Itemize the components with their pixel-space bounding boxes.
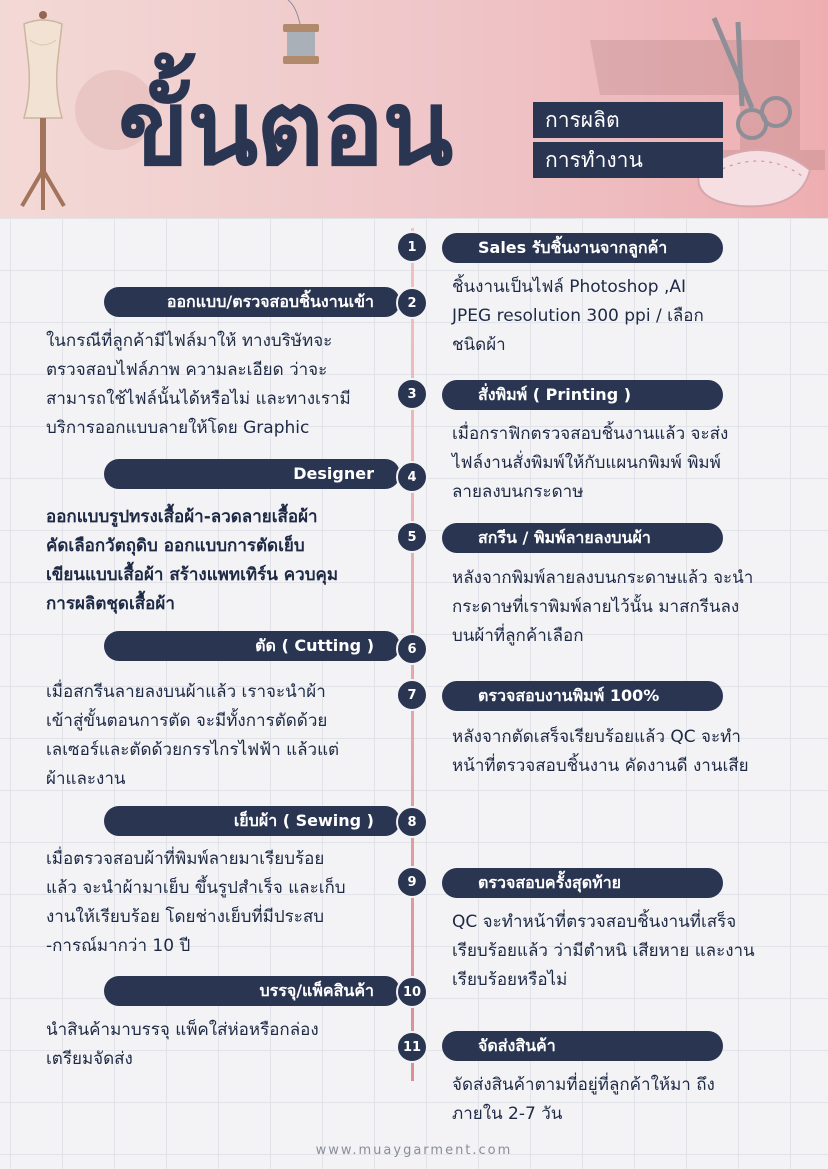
website-footer: www.muaygarment.com <box>315 1143 513 1158</box>
step-4-title: Designer <box>104 459 400 489</box>
step-1-title: Sales รับชิ้นงานจากลูกค้า <box>442 233 723 263</box>
header-banner <box>0 0 828 218</box>
step-2-title: ออกแบบ/ตรวจสอบชิ้นงานเข้า <box>104 287 400 317</box>
step-2-number: 2 <box>396 287 428 319</box>
step-9-description: QC จะทำหน้าที่ตรวจสอบชิ้นงานที่เสร็จ เรียบร้อยแล้ว ว่ามีตำหนิ เสียหาย และงาน เรียบร้อยหรือไม่ <box>452 912 755 990</box>
step-9-number: 9 <box>396 866 428 898</box>
step-11-description: จัดส่งสินค้าตามที่อยู่ที่ลูกค้าให้มา ถึง ภายใน 2-7 วัน <box>452 1075 715 1124</box>
step-1-number: 1 <box>396 231 428 263</box>
step-8-number: 8 <box>396 806 428 838</box>
subtitle-work: การทำงาน <box>533 142 723 178</box>
step-9-title: ตรวจสอบครั้งสุดท้าย <box>442 868 723 898</box>
step-3-number: 3 <box>396 378 428 410</box>
thread-spool-icon <box>283 0 319 64</box>
step-6-title: ตัด ( Cutting ) <box>104 631 400 661</box>
step-4-number: 4 <box>396 461 428 493</box>
step-11-number: 11 <box>396 1031 428 1063</box>
step-11-title: จัดส่งสินค้า <box>442 1031 723 1061</box>
step-7-description: หลังจากตัดเสร็จเรียบร้อยแล้ว QC จะทำ หน้าที่ตรวจสอบชิ้นงาน คัดงานดี งานเสีย <box>452 727 749 776</box>
step-6-description: เมื่อสกรีนลายลงบนผ้าแล้ว เราจะนำผ้า เข้าสู่ขั้นตอนการตัด จะมีทั้งการตัดด้วย เลเซอร์และตัดด้วยกรรไกรไฟฟ้า แล้วแต่ ผ้าและงาน <box>46 682 340 789</box>
step-5-number: 5 <box>396 521 428 553</box>
step-10-title: บรรจุ/แพ็คสินค้า <box>104 976 400 1006</box>
step-7-title: ตรวจสอบงานพิมพ์ 100% <box>442 681 723 711</box>
dress-form-icon <box>22 11 64 210</box>
step-2-description: ในกรณีที่ลูกค้ามีไฟล์มาให้ ทางบริษัทจะ ตรวจสอบไฟล์ภาพ ความละเอียด ว่าจะ สามารถใช้ไฟล์นั้นได้หรือไม่ และทางเรามี บริการออกแบบลายให้โดย Graphic <box>46 331 351 438</box>
step-5-description: หลังจากพิมพ์ลายลงบนกระดาษแล้ว จะนำ กระดาษที่เราพิมพ์ลายไว้นั้น มาสกรีนลง บนผ้าที่ลูกค้าเลือก <box>452 568 754 646</box>
step-5-title: สกรีน / พิมพ์ลายลงบนผ้า <box>442 523 723 553</box>
step-10-number: 10 <box>396 976 428 1008</box>
step-1-description: ชิ้นงานเป็นไฟล์ Photoshop ,AI JPEG resolution 300 ppi / เลือก ชนิดผ้า <box>452 277 704 355</box>
step-4-description: ออกแบบรูปทรงเสื้อผ้า-ลวดลายเสื้อผ้า คัดเลือกวัตถุดิบ ออกแบบการตัดเย็บ เขียนแบบเสื้อผ้า สร้างแพทเทิร์น ควบคุม การผลิตชุดเสื้อผ้า <box>46 507 339 614</box>
step-8-description: เมื่อตรวจสอบผ้าที่พิมพ์ลายมาเรียบร้อย แล้ว จะนำผ้ามาเย็บ ขึ้นรูปสำเร็จ และเก็บ งานให้เรียบร้อย โดยช่างเย็บที่มีประสบ -การณ์มากว่า 10 ปี <box>46 849 346 956</box>
step-8-title: เย็บผ้า ( Sewing ) <box>104 806 400 836</box>
step-3-title: สั่งพิมพ์ ( Printing ) <box>442 380 723 410</box>
step-7-number: 7 <box>396 679 428 711</box>
page-title: ขั้นตอน <box>118 67 452 189</box>
step-6-number: 6 <box>396 633 428 665</box>
step-3-description: เมื่อกราฟิกตรวจสอบชิ้นงานแล้ว จะส่ง ไฟล์งานสั่งพิมพ์ให้กับแผนกพิมพ์ พิมพ์ ลายลงบนกระดาษ <box>452 424 729 502</box>
step-10-description: นำสินค้ามาบรรจุ แพ็คใส่ห่อหรือกล่อง เตรียมจัดส่ง <box>46 1020 319 1069</box>
subtitle-production: การผลิต <box>533 102 723 138</box>
